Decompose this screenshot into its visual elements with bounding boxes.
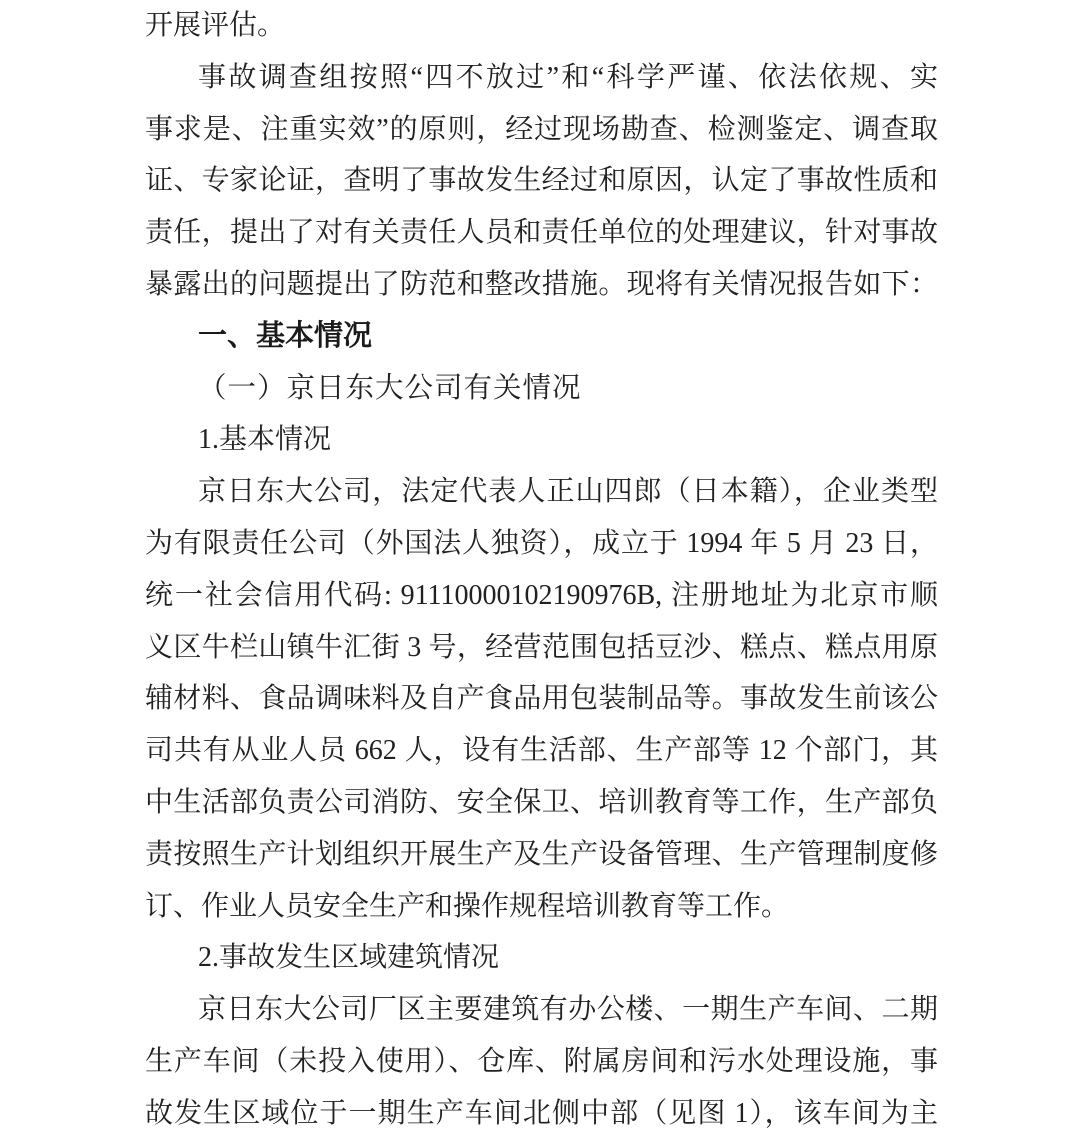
paragraph-line: 责按照生产计划组织开展生产及生产设备管理、生产管理制度修 [145,838,938,870]
paragraph-line: 事求是、注重实效”的原则，经过现场勘查、检测鉴定、调查取 [145,113,938,145]
numbered-heading: 1.基本情况 [198,424,332,456]
document-body [145,0,938,1140]
paragraph-line: 京日东大公司厂区主要建筑有办公楼、一期生产车间、二期 [198,994,938,1026]
paragraph-line: 事故调查组按照“四不放过”和“科学严谨、依法依规、实 [198,61,938,93]
paragraph-line: 订、作业人员安全生产和操作规程培训教育等工作。 [145,890,790,922]
paragraph-line: 开展评估。 [145,10,286,41]
paragraph-line: 司共有从业人员 662 人，设有生活部、生产部等 12 个部门，其 [145,735,938,767]
numbered-heading: 2.事故发生区域建筑情况 [198,942,500,974]
paragraph-line: 生产车间（未投入使用）、仓库、附属房间和污水处理设施，事 [145,1045,938,1077]
paragraph-line: 证、专家论证，查明了事故发生经过和原因，认定了事故性质和 [145,165,938,197]
paragraph-line: 责任，提出了对有关责任人员和责任单位的处理建议，针对事故 [145,217,938,249]
paragraph-line: 为有限责任公司（外国法人独资），成立于 1994 年 5 月 23 日， [145,527,938,559]
paragraph-line: 中生活部负责公司消防、安全保卫、培训教育等工作，生产部负 [145,786,938,818]
subsection-heading: （一）京日东大公司有关情况 [198,372,582,404]
paragraph-line: 辅材料、食品调味料及自产食品用包装制品等。事故发生前该公 [145,683,938,715]
paragraph-line: 义区牛栏山镇牛汇街 3 号，经营范围包括豆沙、糕点、糕点用原 [145,631,938,663]
paragraph-line: 统一社会信用代码: 91110000102190976B, 注册地址为北京市顺 [145,579,938,611]
section-heading: 一、基本情况 [198,319,373,352]
paragraph-line: 京日东大公司，法定代表人正山四郎（日本籍），企业类型 [198,476,938,508]
paragraph-line: 暴露出的问题提出了防范和整改措施。现将有关情况报告如下： [145,268,938,300]
paragraph-line: 故发生区域位于一期生产车间北侧中部（见图 1），该车间为主 [145,1097,938,1129]
